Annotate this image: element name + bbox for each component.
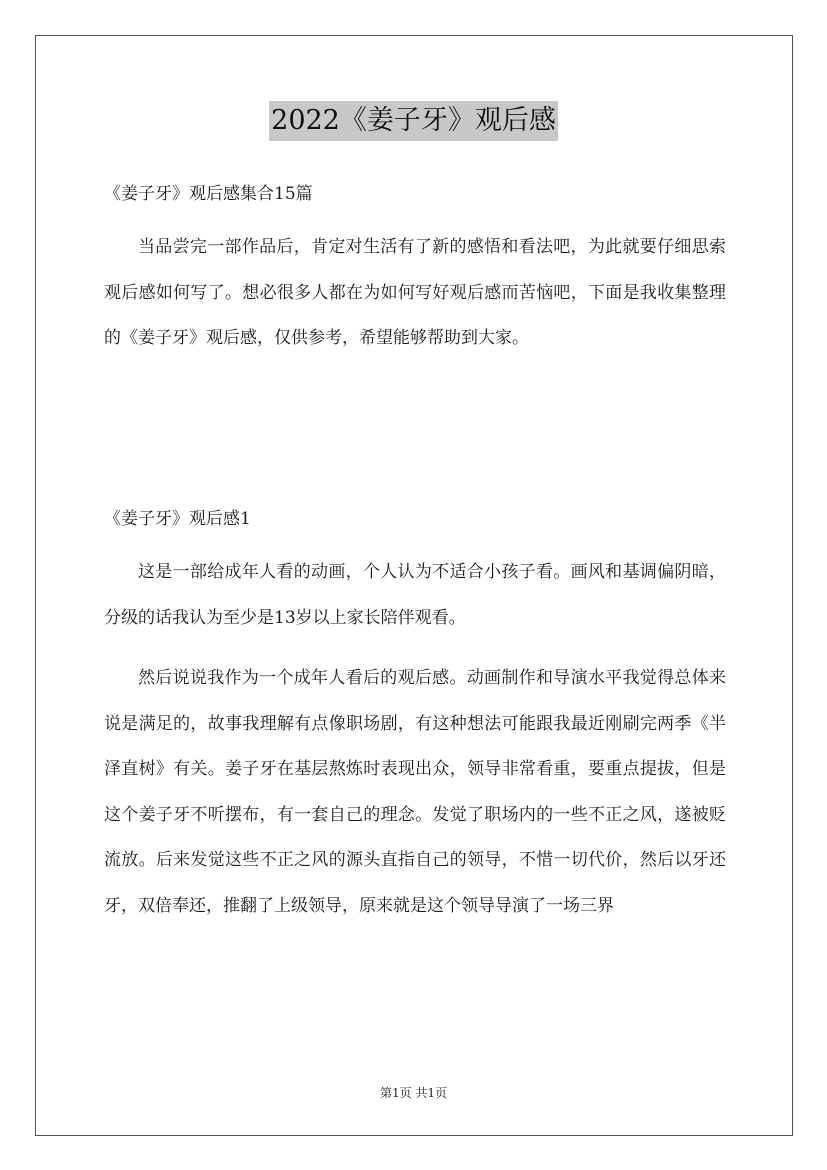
section-heading: 《姜子牙》观后感1 <box>104 509 251 529</box>
document-title: 2022《姜子牙》观后感 <box>269 101 558 141</box>
intro-paragraph: 当品尝完一部作品后，肯定对生活有了新的感悟和看法吧，为此就要仔细思索观后感如何写了。想必很多人都在为如何写好观后感而苦恼吧，下面是我收集整理的《姜子牙》观后感，仅供参考，希望能够帮助到大家。 <box>104 237 726 348</box>
page-number: 第1页 共1页 <box>379 1086 448 1100</box>
body-paragraph-2: 然后说说我作为一个成年人看后的观后感。动画制作和导演水平我觉得总体来说是满足的，故事我理解有点像职场剧，有这种想法可能跟我最近刚刷完两季《半泽直树》有关。姜子牙在基层熬炼时表现出众，领导非常看重，要重点提拔，但是这个姜子牙不听摆布，有一套自己的理念。发觉了职场内的一些不正之风，遂被贬流放。后来发觉这些不正之风的源头直指自己的领导，不惜一切代价，然后以牙还牙，双倍奉还，推翻了上级领导，原来就是这个领导导演了一场三界 <box>104 668 726 916</box>
document-subtitle: 《姜子牙》观后感集合15篇 <box>104 184 313 204</box>
title-container <box>0 101 827 141</box>
body-paragraph-1: 这是一部给成年人看的动画，个人认为不适合小孩子看。画风和基调偏阴暗，分级的话我认为至少是13岁以上家长陪伴观看。 <box>104 562 726 628</box>
